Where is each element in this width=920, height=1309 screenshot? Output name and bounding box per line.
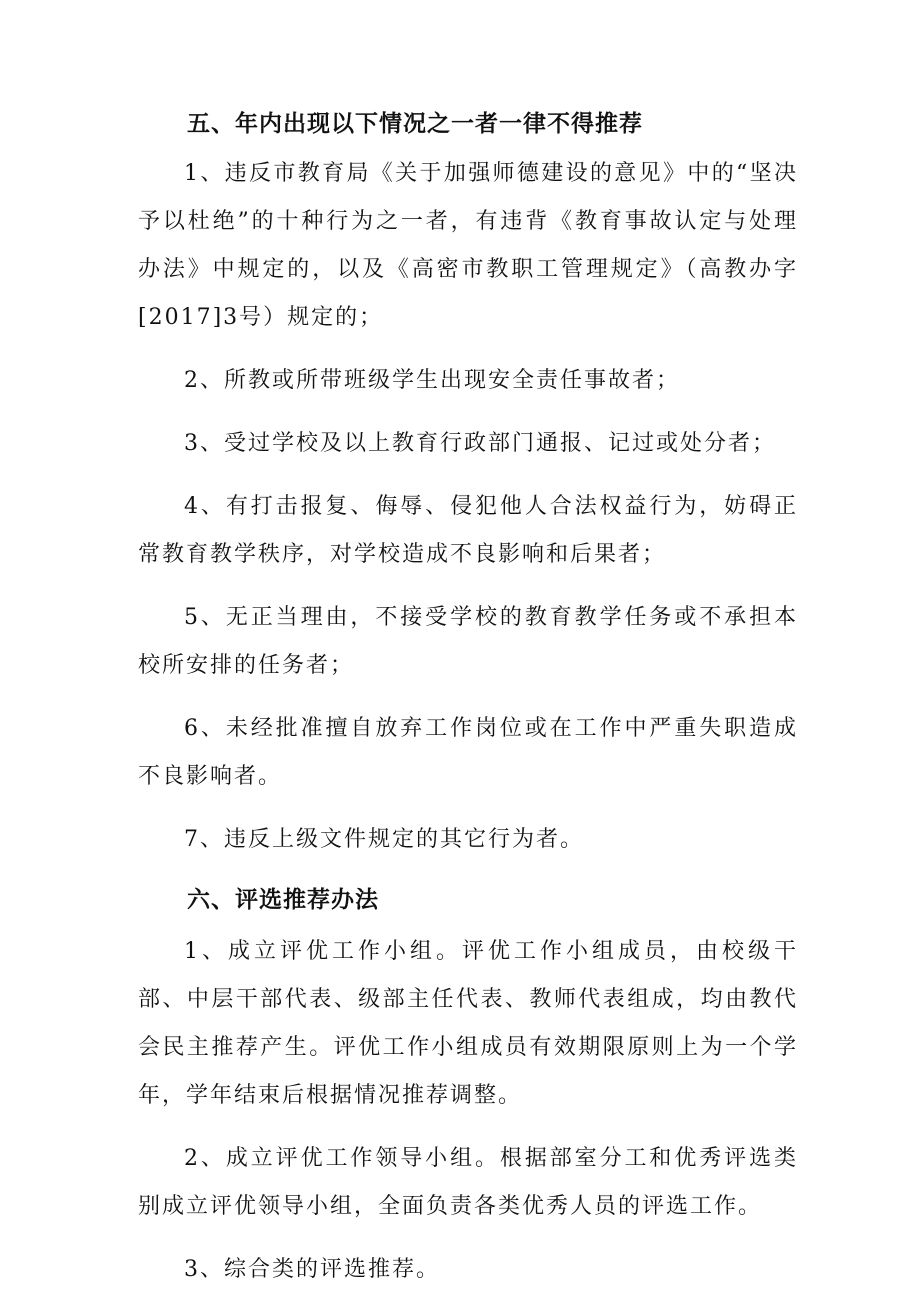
- section-6-item-3: 3、综合类的评选推荐。: [184, 1257, 440, 1282]
- section-5-item-2: 2、所教或所带班级学生出现安全责任事故者；: [184, 368, 680, 393]
- section-5-item-7: 7、违反上级文件规定的其它行为者。: [184, 827, 584, 852]
- section-5-item-3: 3、受过学校及以上教育行政部门通报、记过或处分者；: [184, 431, 776, 456]
- section-5-heading: 五、年内出现以下情况之一者一律不得推荐: [187, 111, 643, 137]
- section-5-item-5: 5、无正当理由，不接受学校的教育教学任务或不承担本校所安排的任务者；: [138, 605, 798, 678]
- section-5-item-4: 4、有打击报复、侮辱、侵犯他人合法权益行为，妨碍正常教育教学秩序，对学校造成不良影响和后果者；: [138, 494, 798, 567]
- section-6-item-2: 2、成立评优工作领导小组。根据部室分工和优秀评选类别成立评优领导小组，全面负责各类优秀人员的评选工作。: [138, 1146, 798, 1219]
- section-5-item-6: 6、未经批准擅自放弃工作岗位或在工作中严重失职造成不良影响者。: [138, 716, 798, 789]
- section-6-item-1: 1、成立评优工作小组。评优工作小组成员，由校级干部、中层干部代表、级部主任代表、教师代表组成，均由教代会民主推荐产生。评优工作小组成员有效期限原则上为一个学年，学年结束后根据情况推荐调整。: [138, 939, 798, 1108]
- section-6-heading: 六、评选推荐办法: [187, 887, 379, 913]
- section-5-item-1: 1、违反市教育局《关于加强师德建设的意见》中的“坚决予以杜绝”的十种行为之一者，有违背《教育事故认定与处理办法》中规定的，以及《高密市教职工管理规定》（高教办字[2017]3号）规定的；: [138, 161, 798, 330]
- document-body: [138, 100, 798, 1309]
